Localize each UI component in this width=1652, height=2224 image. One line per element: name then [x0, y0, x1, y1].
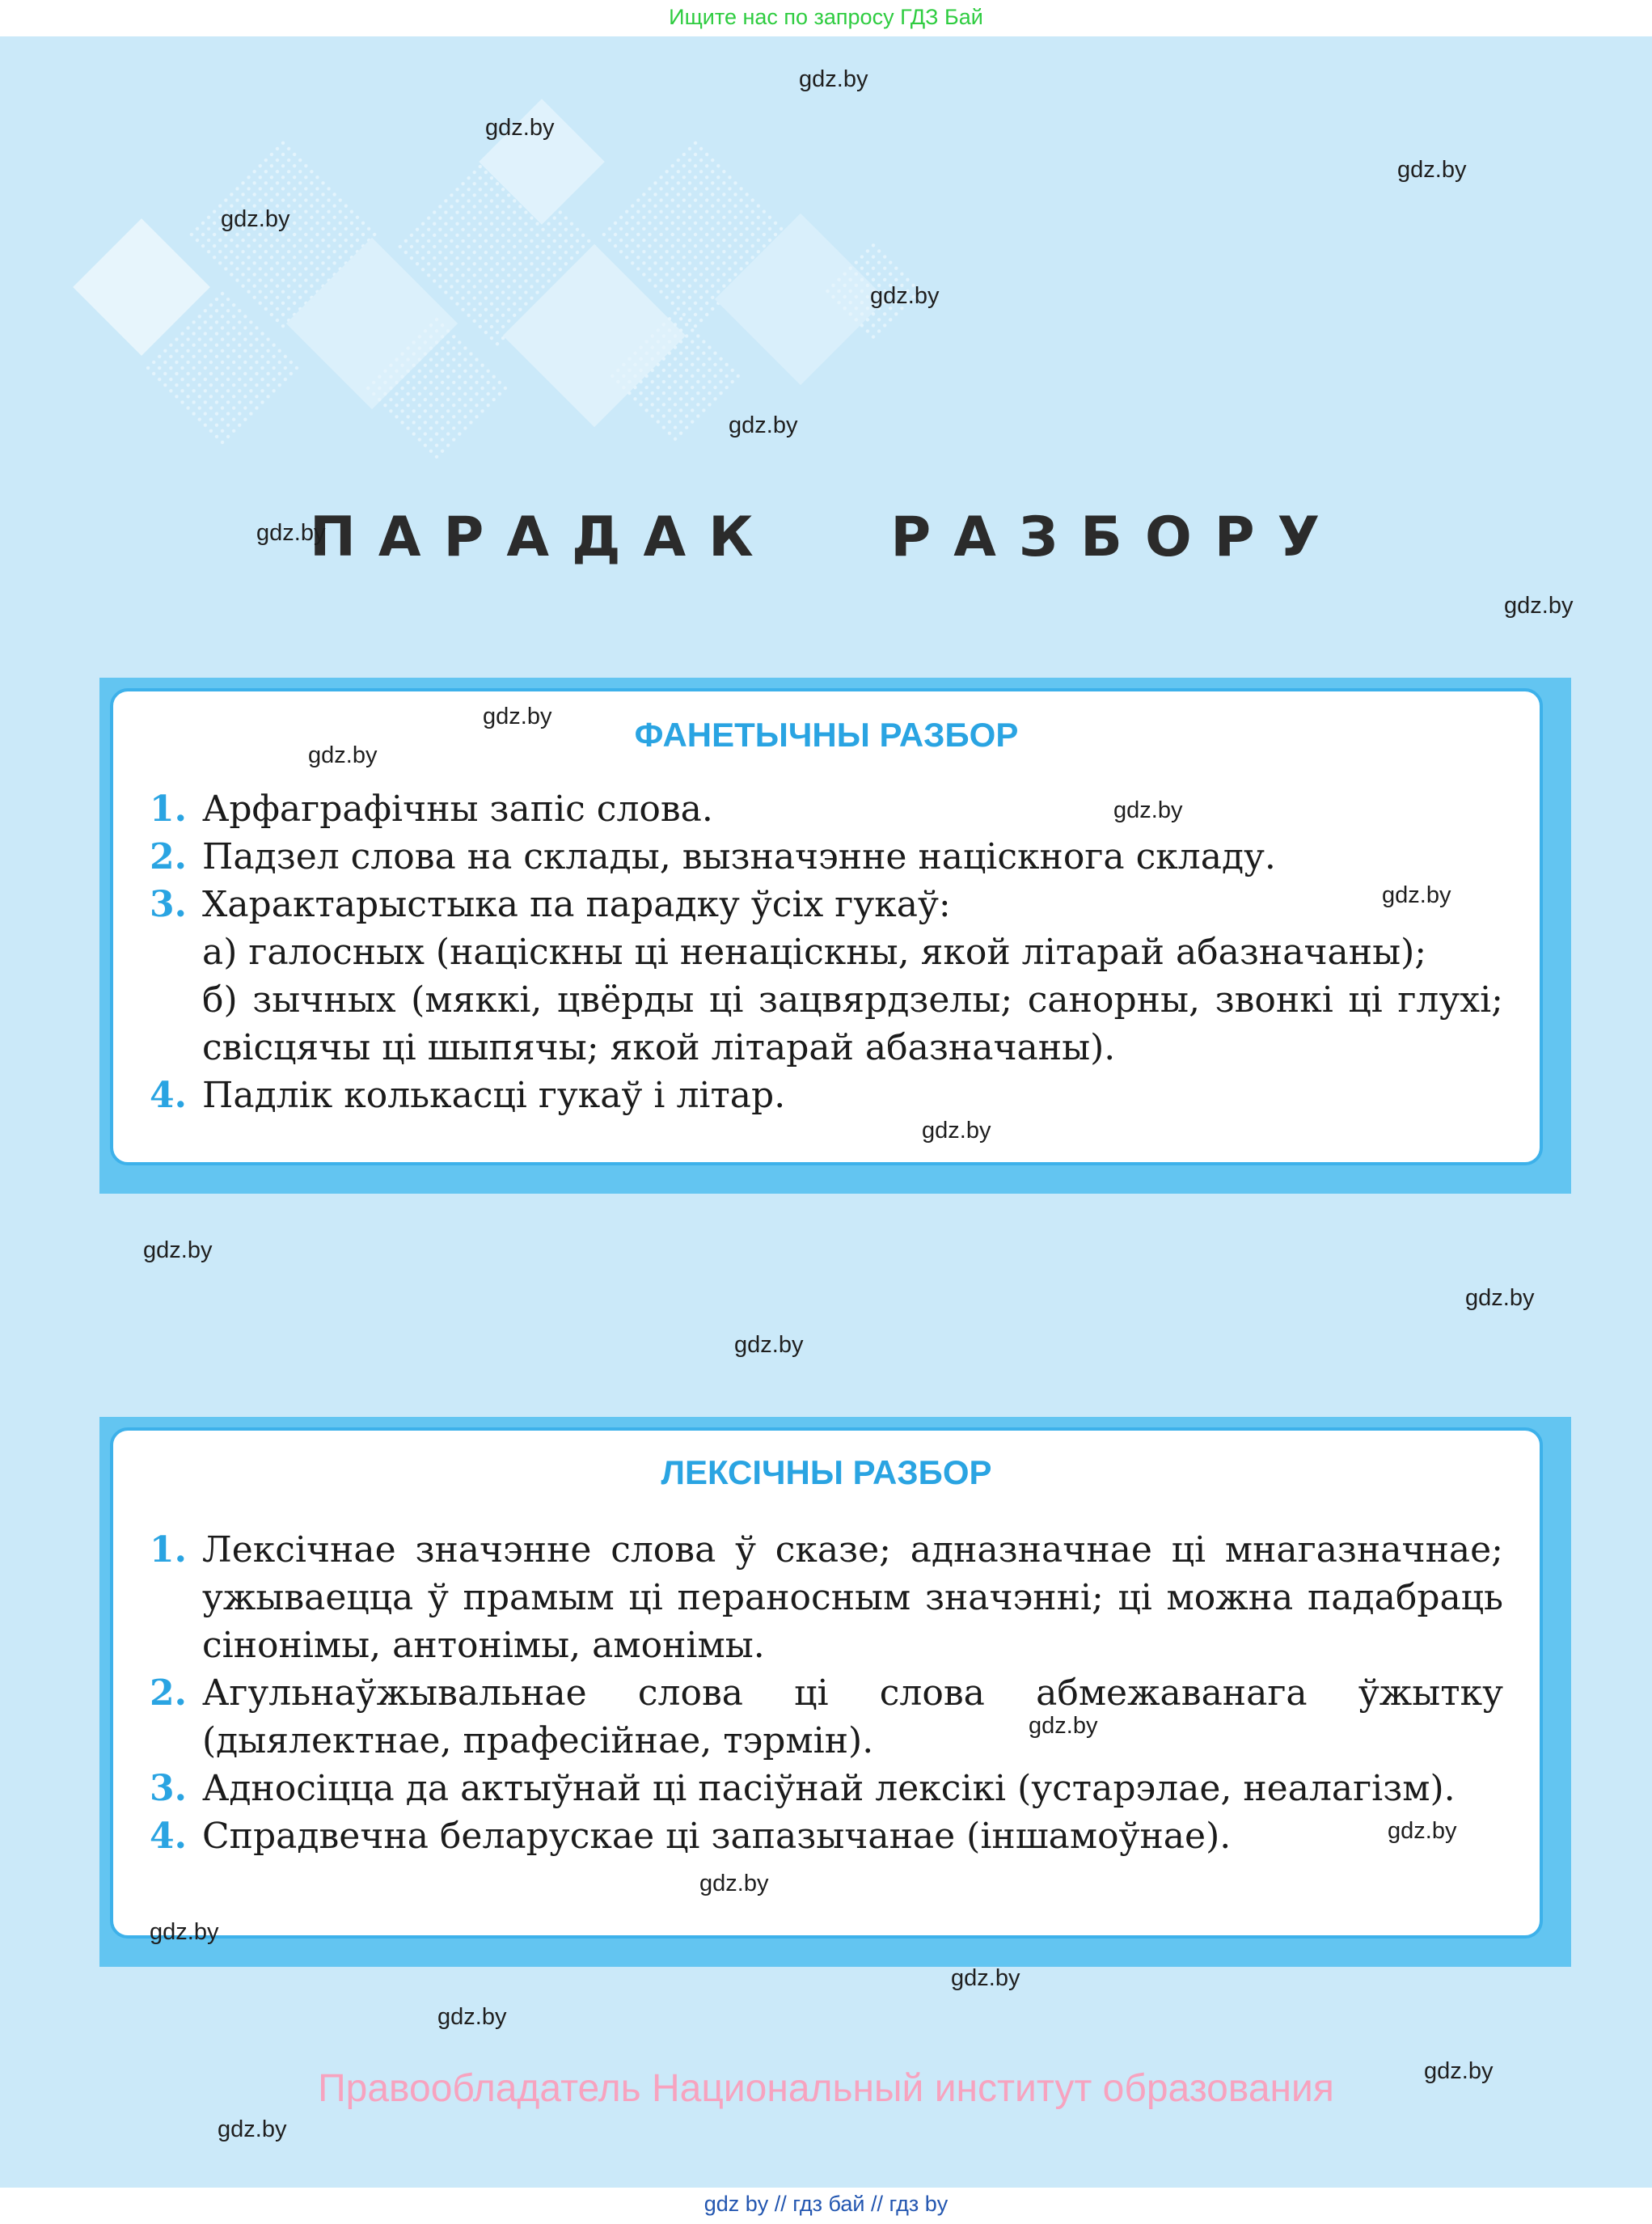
item-text: Лексічнае значэнне слова ў сказе; адназначнае ці мнагазначнае; ужываецца ў прамым ці пераносным значэнні; ці можна падабраць сінонімы, антонімы, амонімы.	[202, 1529, 1503, 1666]
watermark: gdz.by	[485, 115, 555, 141]
list-item	[150, 1812, 1503, 1860]
lexical-analysis-box	[99, 1417, 1571, 1967]
item-number: 3.	[150, 884, 187, 925]
item-text: Падлік колькасці гукаў і літар.	[202, 1075, 786, 1116]
copyright-notice: Правообладатель Национальный институт образования	[318, 2067, 1334, 2110]
item-text: Спрадвечна беларускае ці запазычанае (іншамоўнае).	[202, 1816, 1232, 1857]
top-banner[interactable]: Ищите нас по запросу ГДЗ Бай	[0, 0, 1652, 36]
watermark: gdz.by	[483, 704, 552, 729]
watermark: gdz.by	[951, 1965, 1020, 1991]
item-text: Арфаграфічны запіс слова.	[202, 789, 713, 830]
watermark: gdz.by	[799, 66, 868, 92]
watermark: gdz.by	[150, 1919, 219, 1945]
item-number: 2.	[150, 1672, 187, 1714]
item-number: 1.	[150, 789, 187, 830]
watermark: gdz.by	[308, 742, 378, 768]
watermark: gdz.by	[221, 206, 290, 232]
list-item	[150, 1072, 1503, 1119]
item-number: 1.	[150, 1529, 187, 1571]
watermark: gdz.by	[729, 412, 798, 438]
watermark: gdz.by	[922, 1118, 991, 1144]
page-title: ПАРАДАК РАЗБОРУ	[309, 505, 1343, 569]
watermark: gdz.by	[1382, 882, 1451, 908]
item-text: Падзел слова на склады, вызначэнне націскнога складу.	[202, 836, 1276, 877]
item-list	[150, 1526, 1503, 1860]
item-text: Адносіцца да актыўнай ці пасіўнай лексікі (устарэлае, неалагізм).	[202, 1768, 1456, 1809]
watermark: gdz.by	[870, 283, 940, 309]
item-number: 3.	[150, 1768, 187, 1809]
item-number: 2.	[150, 836, 187, 877]
item-text: Агульнаўжывальнае слова ці слова абмежаванага ўжытку (дыялектнае, прафесійнае, тэрмін).	[202, 1672, 1503, 1761]
footer-links[interactable]: gdz by // гдз бай // гдз by	[0, 2188, 1652, 2224]
list-item	[150, 881, 1503, 1072]
item-number: 4.	[150, 1075, 187, 1116]
watermark: gdz.by	[1029, 1713, 1098, 1739]
watermark: gdz.by	[218, 2116, 287, 2142]
watermark: gdz.by	[143, 1237, 213, 1263]
section-title: ЛЕКСІЧНЫ РАЗБОР	[661, 1453, 992, 1491]
item-text: Характарыстыка па парадку ўсіх гукаў:	[202, 884, 951, 925]
watermark: gdz.by	[1113, 797, 1183, 823]
item-list	[150, 785, 1503, 1119]
watermark: gdz.by	[1388, 1818, 1457, 1844]
item-number: 4.	[150, 1816, 187, 1857]
list-item	[150, 833, 1503, 881]
list-item	[150, 1526, 1503, 1669]
item-subpoint: а) галосных (націскны ці ненаціскны, якой літарай абазначаны);	[202, 932, 1427, 973]
watermark: gdz.by	[1504, 593, 1574, 619]
watermark: gdz.by	[256, 520, 326, 546]
watermark: gdz.by	[734, 1332, 804, 1358]
item-subpoint: б) зычных (мяккі, цвёрды ці зацвярдзелы; санорны, звонкі ці глухі; свісцячы ці шыпячы; якой літарай абазначаны).	[202, 979, 1503, 1068]
list-item	[150, 1669, 1503, 1765]
lexical-analysis-card	[110, 1427, 1543, 1939]
list-item	[150, 1765, 1503, 1812]
watermark: gdz.by	[437, 2004, 507, 2030]
watermark: gdz.by	[699, 1871, 769, 1896]
list-item	[150, 785, 1503, 833]
watermark: gdz.by	[1424, 2058, 1494, 2084]
watermark: gdz.by	[1465, 1285, 1535, 1311]
section-title: ФАНЕТЫЧНЫ РАЗБОР	[634, 716, 1019, 754]
watermark: gdz.by	[1397, 157, 1467, 183]
